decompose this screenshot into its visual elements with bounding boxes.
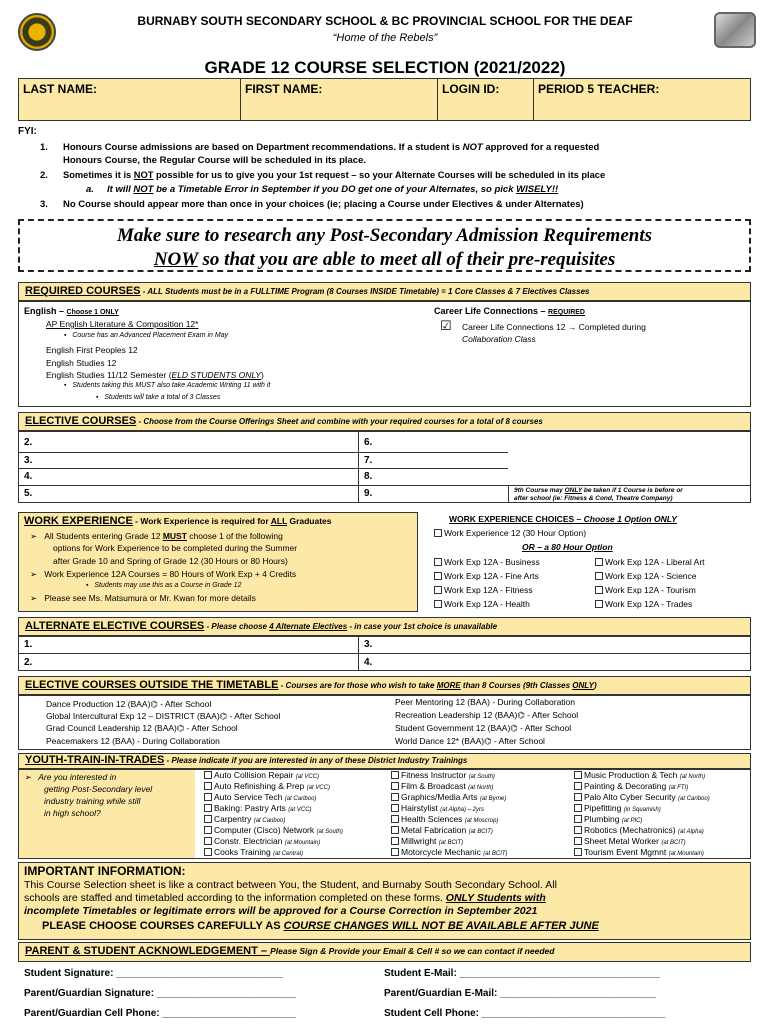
fyi-number: 3. [40,199,48,210]
elective-slot-9[interactable]: 9. [364,488,373,499]
work-exp-bullet-1-cont: options for Work Experience to be completed during the Summer [53,543,298,553]
period5-teacher-field[interactable]: PERIOD 5 TEACHER: [538,82,660,96]
ytt-option[interactable]: Painting & Decorating (at FTI) [574,781,688,791]
we-science-option[interactable]: Work Exp 12A - Science [595,571,697,581]
important-info-p1: This Course Selection sheet is like a contract between You, the Student, and Burnaby South Secondary School. All [24,879,557,891]
we-liberalart-option[interactable]: Work Exp 12A - Liberal Art [595,557,705,567]
checkbox-icon[interactable] [574,771,582,779]
important-info-p2: schools are staffed and timetabled according to the information completed on these forms. ONLY Students with [24,892,546,904]
student-cell-field[interactable]: Student Cell Phone: _________________________________ [384,1008,666,1019]
eld-option: English Studies 11/12 Semester (ELD STUDENTS ONLY) [46,370,264,380]
checkbox-icon[interactable] [204,826,212,834]
alternate-slot-2[interactable]: 2. [24,657,33,668]
outside-course: Grad Council Leadership 12 (BAA)⌬ - After School [46,723,238,733]
school-name: BURNABY SOUTH SECONDARY SCHOOL & BC PROVINCIAL SCHOOL FOR THE DEAF [137,14,633,28]
page-title: GRADE 12 COURSE SELECTION (2021/2022) [204,58,566,77]
checkbox-icon[interactable] [391,826,399,834]
ytt-option[interactable]: Film & Broadcast (at North) [391,781,493,791]
parent-cell-field[interactable]: Parent/Guardian Cell Phone: ________________________ [24,1008,296,1019]
alternate-electives-header: ALTERNATE ELECTIVE COURSES - Please choose 4 Alternate Electives - in case your 1st choice is unavailable [18,617,751,636]
checkbox-icon[interactable] [204,771,212,779]
student-email-field[interactable]: Student E-Mail: ____________________________________ [384,968,660,979]
we30-option[interactable]: Work Experience 12 (30 Hour Option) [434,528,586,538]
we-business-option[interactable]: Work Exp 12A - Business [434,557,540,567]
fyi-label: FYI: [18,126,37,137]
ytt-option[interactable]: Palo Alto Cyber Security (at Cariboo) [574,792,710,802]
ytt-option[interactable]: Pipefitting (in Squamish) [574,803,661,813]
ytt-option[interactable]: Cooks Training (at Central) [204,847,303,857]
first-name-field[interactable]: FIRST NAME: [245,82,323,96]
english-studies-option: English Studies 12 [46,358,117,368]
we-fitness-option[interactable]: Work Exp 12A - Fitness [434,585,533,595]
clc-item-cont: Collaboration Class [462,334,536,344]
ytt-option[interactable]: Tourism Event Mgmnt (at Mountain) [574,847,704,857]
ytt-question-cont: in high school? [44,808,101,818]
checkbox-icon[interactable] [574,848,582,856]
we-finearts-option[interactable]: Work Exp 12A - Fine Arts [434,571,539,581]
clc-heading: Career Life Connections – REQUIRED [434,306,585,316]
ytt-option[interactable]: Auto Collision Repair (at VCC) [204,770,319,780]
ytt-option[interactable]: Carpentry (at Cariboo) [204,814,285,824]
ytt-option[interactable]: Computer (Cisco) Network (at South) [204,825,343,835]
fyi-letter: a. [86,184,94,195]
elective-slot-8[interactable]: 8. [364,471,373,482]
work-exp-choices-title: WORK EXPERIENCE CHOICES – Choose 1 Option ONLY [449,514,677,524]
checkbox-icon[interactable] [391,782,399,790]
fyi-item-2: Sometimes it is NOT possible for us to give you your 1st request – so your Alternate Courses will be scheduled in its place [63,170,606,180]
checkbox-icon[interactable] [574,826,582,834]
ytt-option[interactable]: Sheet Metal Worker (at BCIT) [574,836,686,846]
important-info-p3: incomplete Timetables or legitimate errors will be approved for a Course Correction in September 2021 [24,905,538,917]
ytt-header: YOUTH-TRAIN-IN-TRADES - Please indicate if you are interested in any of these District Industry Trainings [18,753,751,769]
elective-slot-3[interactable]: 3. [24,455,33,466]
elective-slot-5[interactable]: 5. [24,488,33,499]
outside-course: Global Intercultural Exp 12 – DISTRICT (BAA)⌬ - After School [46,711,281,721]
alternate-slot-4[interactable]: 4. [364,657,373,668]
checkbox-icon[interactable] [574,837,582,845]
ytt-option[interactable]: Graphics/Media Arts (at Byrne) [391,792,506,802]
fyi-item-1: Honours Course admissions are based on Department recommendations. If a student is NOT approved for a requested [63,142,600,153]
elective-slot-7[interactable]: 7. [364,455,373,466]
student-signature-field[interactable]: Student Signature: ______________________________ [24,968,284,979]
ytt-option[interactable]: Auto Refinishing & Prep (at VCC) [204,781,330,791]
ytt-option[interactable]: Millwright (at BCIT) [391,836,463,846]
outside-course: Dance Production 12 (BAA)⌬ - After School [46,699,212,709]
elective-slot-6[interactable]: 6. [364,437,373,448]
ytt-question: ➢ Are you interested in [24,772,117,782]
checkbox-icon[interactable] [204,815,212,823]
ytt-option[interactable]: Health Sciences (at Moscrop) [391,814,498,824]
ninth-course-note: 9th Course may ONLY be taken if 1 Course is before or [514,487,683,494]
important-info-p4: PLEASE CHOOSE COURSES CAREFULLY AS COURSE CHANGES WILL NOT BE AVAILABLE AFTER JUNE [42,920,599,932]
checkbox-icon[interactable] [391,815,399,823]
we-health-option[interactable]: Work Exp 12A - Health [434,599,530,609]
login-id-field[interactable]: LOGIN ID: [442,82,500,96]
fyi-item-2a: It will NOT be a Timetable Error in September if you DO get one of your Alternates, so pick WISELY!! [107,184,559,195]
work-exp-bullet-2: ➢ Work Experience 12A Courses = 80 Hours of Work Exp + 4 Credits [30,569,297,579]
ytt-question-cont: industry training while still [44,796,141,806]
ytt-question-cont: getting Post-Secondary level [44,784,153,794]
work-exp-bullet-1: ➢ All Students entering Grade 12 MUST choose 1 of the following [30,531,283,541]
ytt-option[interactable]: Motorcycle Mechanic (at BCIT) [391,847,508,857]
ytt-option[interactable]: Hairstylist (at Alpha) – 2yrs [391,803,484,813]
required-courses-header: REQUIRED COURSES - ALL Students must be in a FULLTIME Program (8 Courses INSIDE Timetable) = 1 Core Classes & 7 Electives Classes [18,282,751,301]
ytt-option[interactable]: Baking: Pastry Arts (at VCC) [204,803,312,813]
ytt-option[interactable]: Auto Service Tech (at Cariboo) [204,792,316,802]
outside-course: Student Government 12 (BAA)⌬ - After School [395,723,572,733]
elective-slot-2[interactable]: 2. [24,437,33,448]
alternate-slot-3[interactable]: 3. [364,639,373,650]
parent-email-field[interactable]: Parent/Guardian E-Mail: ____________________________ [384,988,656,999]
ytt-option[interactable]: Plumbing (at PIC) [574,814,642,824]
fyi-number: 2. [40,170,48,181]
work-exp-note: ▪ Students may use this as a Course in Grade 12 [86,582,242,589]
last-name-field[interactable]: LAST NAME: [23,82,97,96]
eld-note-1: ▪ Students taking this MUST also take Academic Writing 11 with it [64,382,271,389]
clc-checked-icon: ☑ [440,318,452,333]
important-info-title: IMPORTANT INFORMATION: [24,864,186,878]
checkbox-icon[interactable] [204,848,212,856]
outside-course: Peer Mentoring 12 (BAA) - During Collaboration [395,697,576,707]
checkbox-icon[interactable] [391,837,399,845]
checkbox-icon[interactable] [391,848,399,856]
clc-item: Career Life Connections 12 → Completed during [462,322,646,332]
checkbox-icon[interactable] [204,837,212,845]
work-experience-header: WORK EXPERIENCE - Work Experience is required for ALL Graduates [24,515,332,527]
acknowledgement-header: PARENT & STUDENT ACKNOWLEDGEMENT – Please Sign & Provide your Email & Cell # so we can contact if needed [18,942,751,962]
ytt-option[interactable]: Music Production & Tech (at North) [574,770,705,780]
checkbox-icon[interactable] [574,793,582,801]
checkbox-icon[interactable] [391,771,399,779]
fyi-number: 1. [40,142,48,153]
or80-label: OR – a 80 Hour Option [522,542,613,552]
ninth-course-note-cont: after school (ie: Fitness & Cond, Theatre Company) [514,495,673,502]
checkbox-icon[interactable] [574,815,582,823]
ytt-option[interactable]: Robotics (Mechatronics) (at Alpha) [574,825,704,835]
school-motto: “Home of the Rebels” [332,32,438,44]
eld-note-2: ▪ Students will take a total of 3 Classes [96,394,221,401]
work-exp-bullet-3: ➢ Please see Ms. Matsumura or Mr. Kwan for more details [30,593,256,603]
we-trades-option[interactable]: Work Exp 12A - Trades [595,599,692,609]
checkbox-icon[interactable] [391,804,399,812]
checkbox-icon[interactable] [391,793,399,801]
fyi-item-3: No Course should appear more than once in your choices (ie; placing a Course under Electives & under Alternates) [63,199,584,210]
checkbox-icon[interactable] [574,804,582,812]
ap-note: ▪ Course has an Advanced Placement Exam in May [64,332,229,339]
ytt-option[interactable]: Constr. Electrician (at Mountain) [204,836,320,846]
ytt-option[interactable]: Metal Fabrication (at BCIT) [391,825,493,835]
ap-english-option: AP English Literature & Composition 12* [46,319,199,329]
outside-course: Peacemakers 12 (BAA) - During Collaboration [46,736,220,746]
checkbox-icon[interactable] [574,782,582,790]
elective-courses-header: ELECTIVE COURSES - Choose from the Course Offerings Sheet and combine with your required courses for a total of 8 courses [18,412,751,431]
fyi-item-1-cont: Honours Course, the Regular Course will be scheduled in its place. [63,155,367,166]
outside-course: Recreation Leadership 12 (BAA)⌬ - After School [395,710,579,720]
parent-signature-field[interactable]: Parent/Guardian Signature: _________________________ [24,988,296,999]
efp-option: English First Peoples 12 [46,345,138,355]
checkbox-icon[interactable] [204,782,212,790]
work-exp-bullet-1-cont2: after Grade 10 and Spring of Grade 12 (30 Hours or 80 Hours) [53,556,288,566]
outside-timetable-header: ELECTIVE COURSES OUTSIDE THE TIMETABLE - Courses are for those who wish to take MORE than 8 Courses (9th Classes ONLY) [18,676,751,695]
checkbox-icon[interactable] [204,804,212,812]
checkbox-icon[interactable] [204,793,212,801]
alternate-slot-1[interactable]: 1. [24,639,33,650]
ytt-option[interactable]: Fitness Instructor (at South) [391,770,495,780]
research-banner: Make sure to research any Post-Secondary Admission Requirements NOW so that you are able to meet all of their pre-requisites [18,219,751,272]
outside-course: World Dance 12* (BAA)⌬ - After School [395,736,545,746]
we-tourism-option[interactable]: Work Exp 12A - Tourism [595,585,696,595]
english-heading: English – Choose 1 ONLY [24,306,119,316]
elective-slot-4[interactable]: 4. [24,471,33,482]
